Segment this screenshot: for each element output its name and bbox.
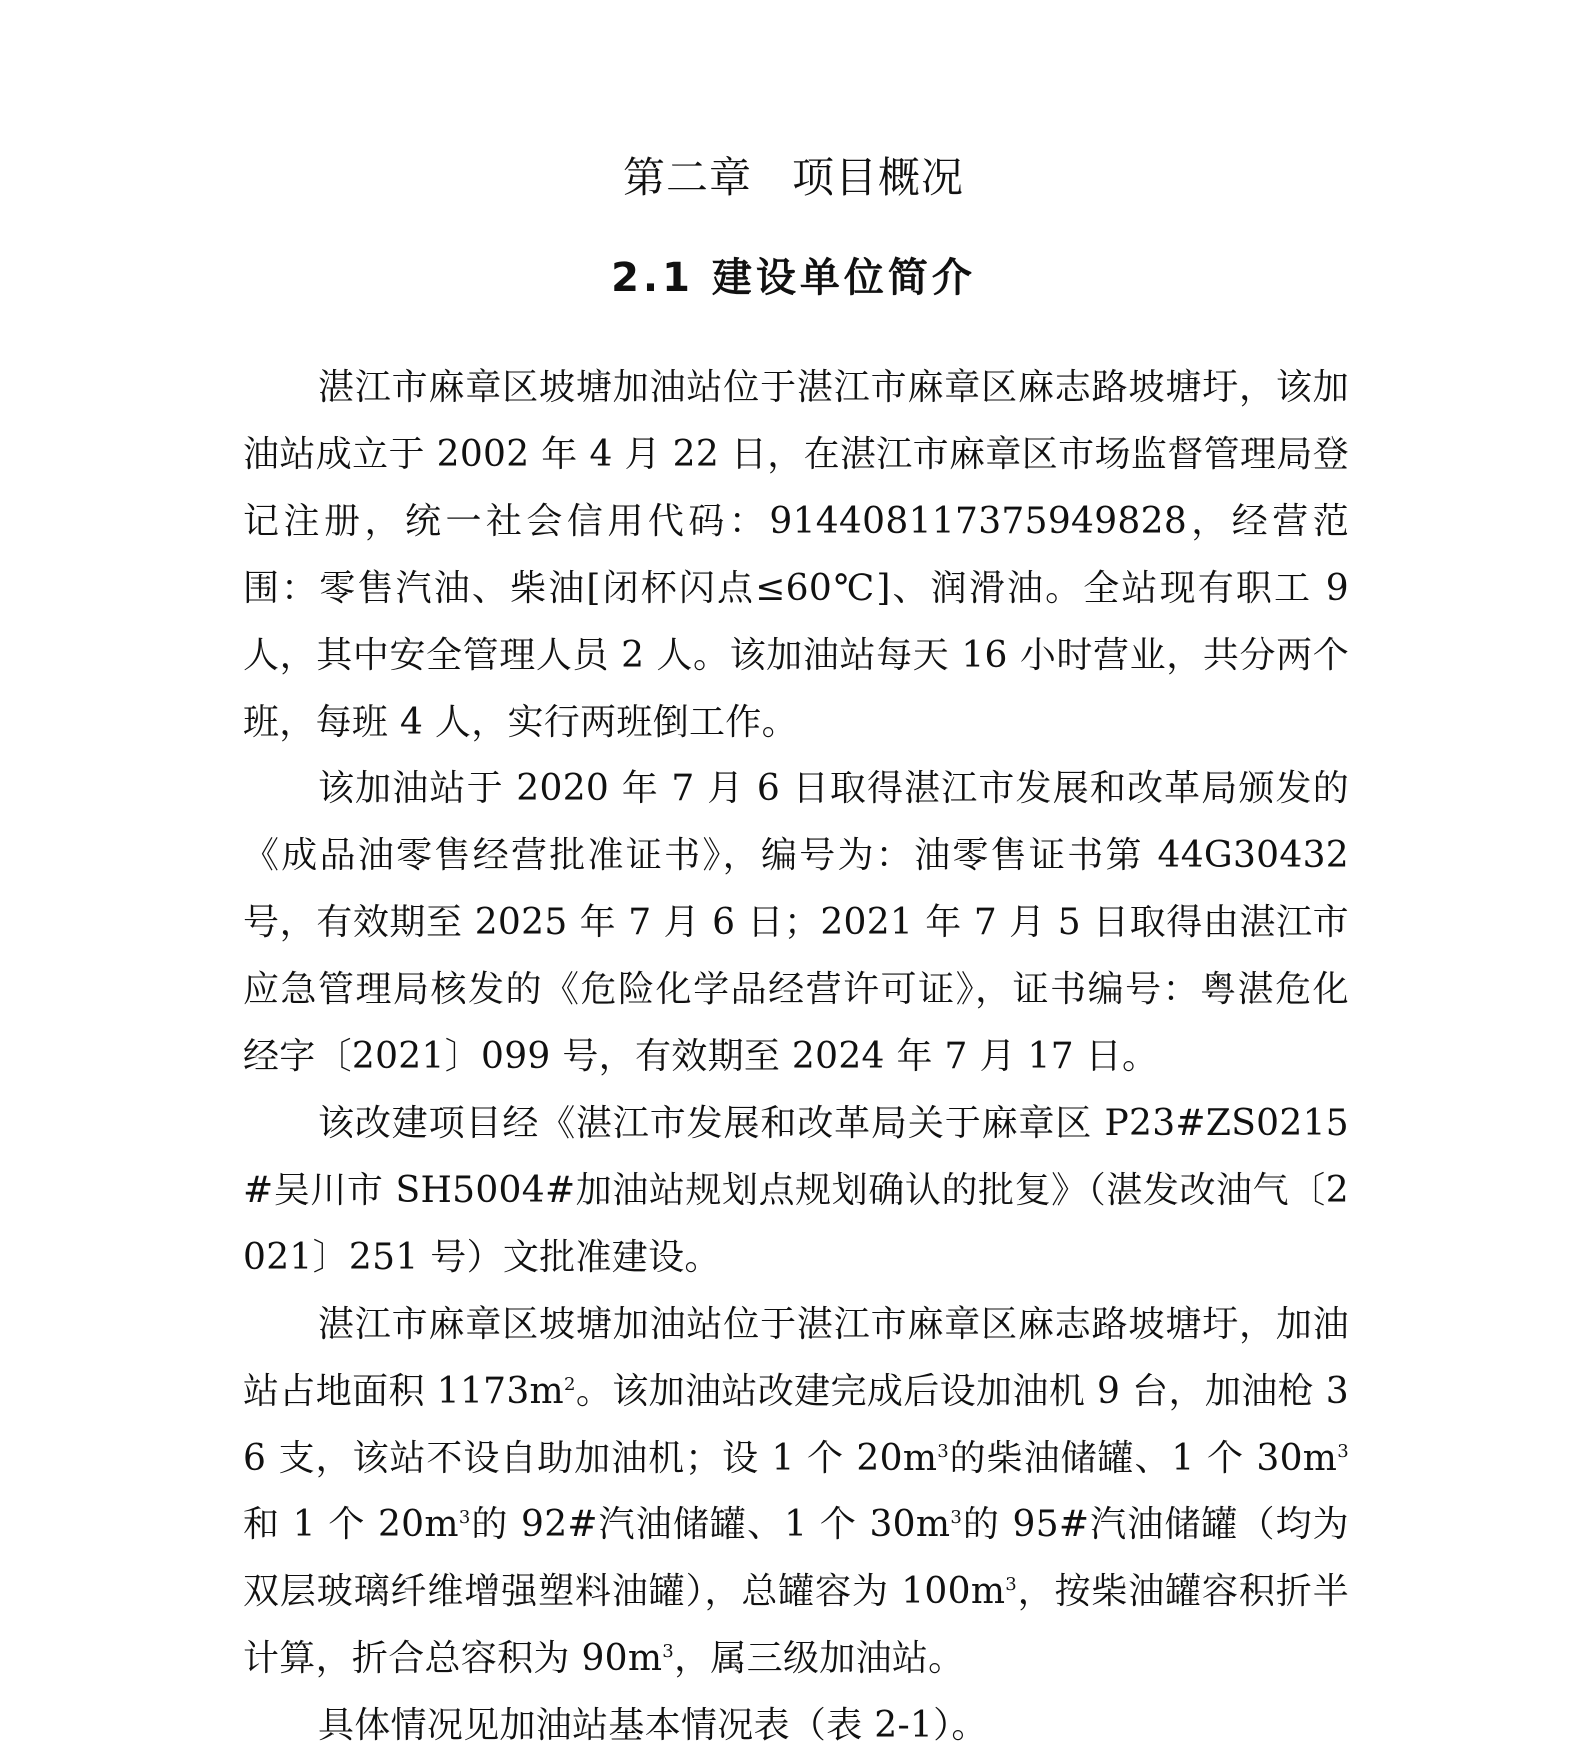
chapter-number: 第二章 xyxy=(622,153,752,202)
document-body xyxy=(243,355,1349,1760)
text-segment: 的 92#汽油储罐、1 个 30m xyxy=(470,1504,951,1546)
paragraph-company-intro: 湛江市麻章区坡塘加油站位于湛江市麻章区麻志路坡塘圩，该加油站成立于 2002 年 4 月 22 日，在湛江市麻章区市场监督管理局登记注册，统一社会信用代码：914408117375949828，经营范围：零售汽油、柴油[闭杯闪点≤60℃]、润滑油。全站现有职工 9 人，其中安全管理人员 2 人。该加油站每天 16 小时营业，共分两个班，每班 4 人，实行两班倒工作。 xyxy=(243,367,1349,743)
superscript: 3 xyxy=(1005,1574,1018,1596)
superscript: 2 xyxy=(564,1373,576,1395)
chapter-name: 项目概况 xyxy=(792,153,965,202)
paragraph-licenses: 该加油站于 2020 年 7 月 6 日取得湛江市发展和改革局颁发的《成品油零售经营批准证书》，编号为：油零售证书第 44G30432 号，有效期至 2025 年 7 月 6 日；2021 年 7 月 5 日取得由湛江市应急管理局核发的《危险化学品经营许可证》，证书编号：粤湛危化经字〔2021〕099 号，有效期至 2024 年 7 月 17 日。 xyxy=(243,768,1349,1078)
paragraph-station-facilities xyxy=(243,1292,1349,1693)
text-segment: ，属三级加油站。 xyxy=(674,1638,965,1680)
superscript: 3 xyxy=(937,1440,950,1462)
superscript: 3 xyxy=(1337,1440,1349,1462)
superscript: 3 xyxy=(950,1507,963,1529)
superscript: 3 xyxy=(458,1507,471,1529)
paragraph-approval: 该改建项目经《湛江市发展和改革局关于麻章区 P23#ZS0215#吴川市 SH5004#加油站规划点规划确认的批复》（湛发改油气〔2021〕251 号）文批准建设。 xyxy=(243,1102,1349,1278)
text-segment: ，按柴油罐容积折半计算，折合总容积为 90m xyxy=(243,1571,1349,1680)
text-segment: 湛江市麻章区坡塘加油站位于湛江市麻章区麻志路坡塘圩，加油站占地面积 1173m xyxy=(243,1303,1349,1412)
text-segment: 和 1 个 20m xyxy=(243,1504,459,1546)
paragraph-table-reference: 具体情况见加油站基本情况表（表 2-1）。 xyxy=(318,1705,988,1747)
section-title: 2.1 建设单位简介 xyxy=(611,255,976,301)
text-segment: 的 95#汽油储罐（均为双层玻璃纤维增强塑料油罐），总罐容为 100m xyxy=(243,1504,1349,1613)
text-segment: 。该加油站改建完成后设加油机 9 台，加油枪 36 支，该站不设自助加油机；设 1 个 20m xyxy=(243,1370,1350,1479)
superscript: 3 xyxy=(662,1641,675,1663)
chapter-title xyxy=(0,150,1587,206)
text-segment: 的柴油储罐、1 个 30m xyxy=(949,1437,1338,1479)
